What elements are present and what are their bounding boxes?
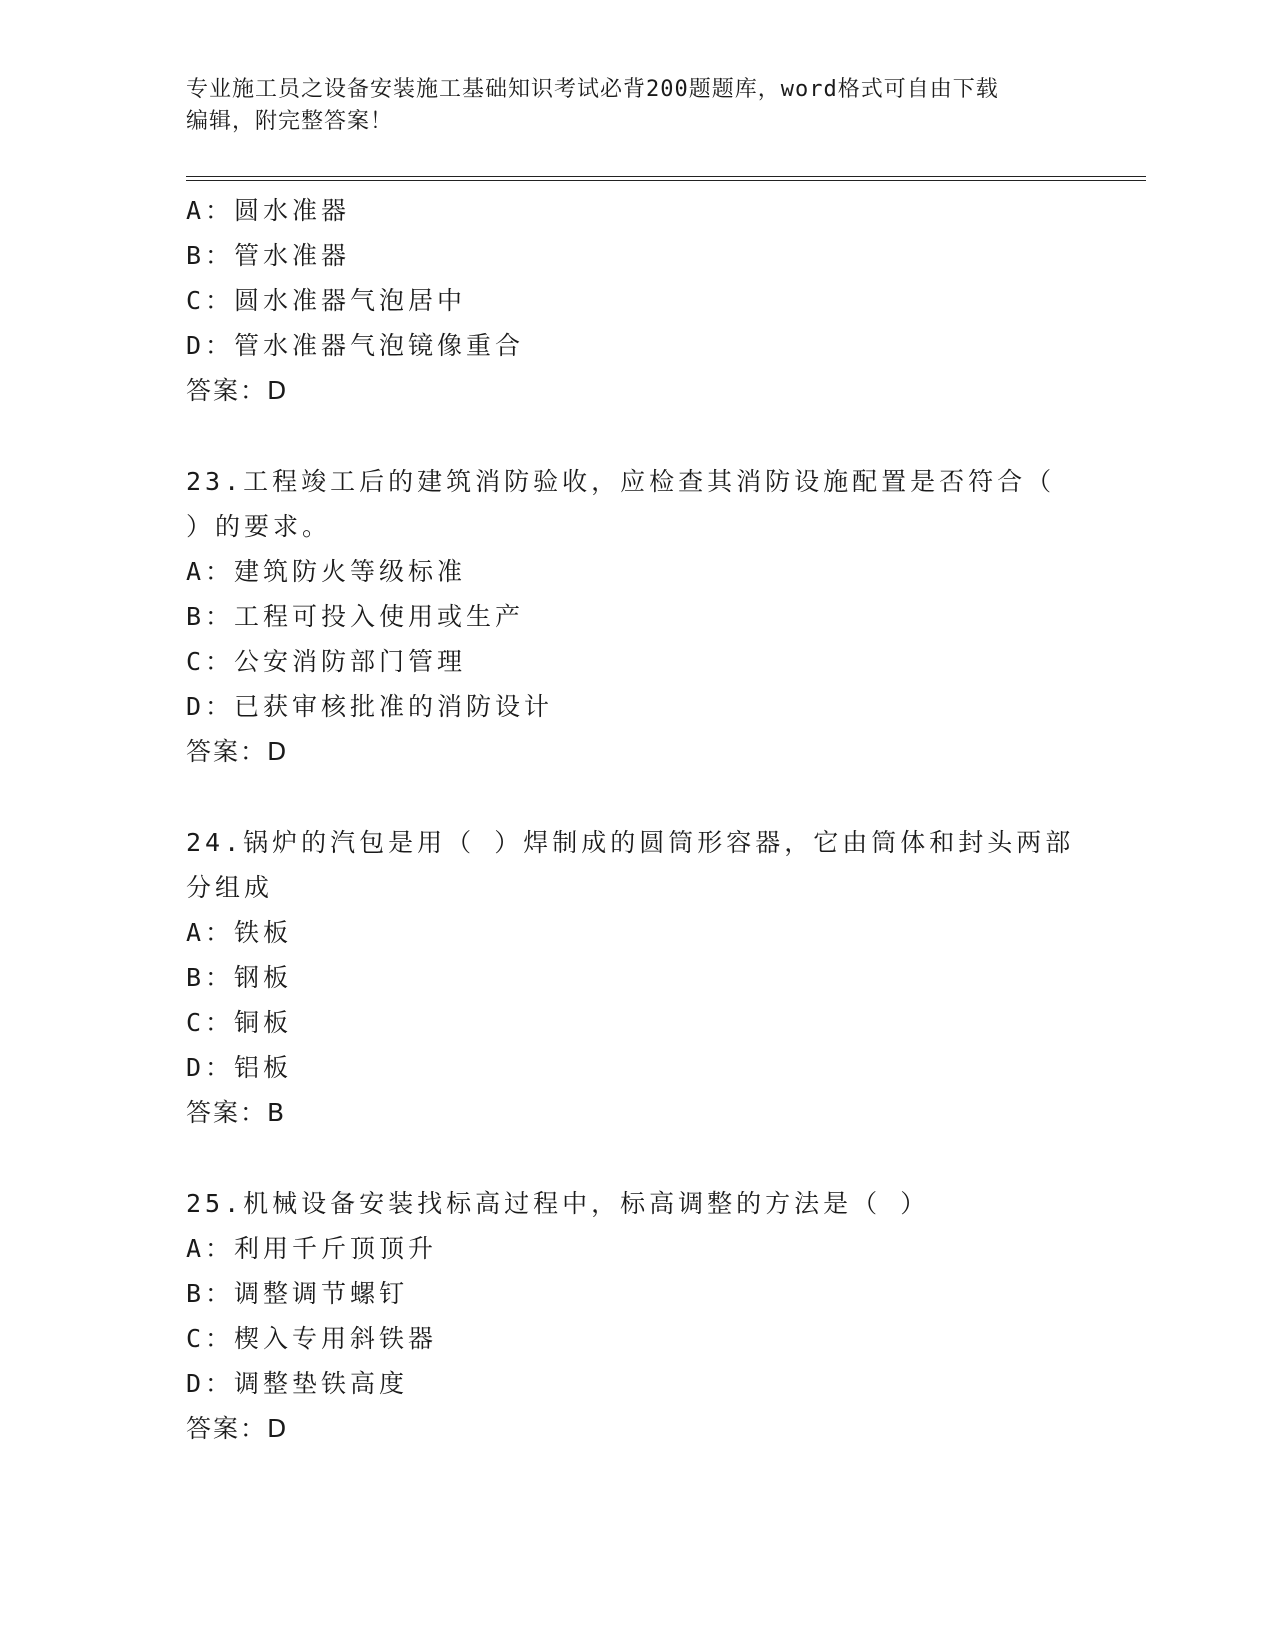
question-spacer xyxy=(186,1135,1086,1181)
option-b: B：钢板 xyxy=(186,963,293,992)
option-d: D：调整垫铁高度 xyxy=(186,1369,409,1398)
answer-label: 答案：D xyxy=(186,1414,289,1443)
option-c: C：楔入专用斜铁器 xyxy=(186,1324,438,1353)
question-23 xyxy=(186,459,1086,774)
question-stem-continued: ）的要求。 xyxy=(186,512,332,541)
option-d: D：铝板 xyxy=(186,1053,293,1082)
document-header xyxy=(186,74,1086,138)
option-d: D：管水准器气泡镜像重合 xyxy=(186,331,525,360)
question-spacer xyxy=(186,413,1086,459)
header-divider xyxy=(186,176,1146,181)
option-d: D：已获审核批准的消防设计 xyxy=(186,692,554,721)
option-b: B：调整调节螺钉 xyxy=(186,1279,409,1308)
answer-label: 答案：B xyxy=(186,1098,287,1127)
question-stem: 25.机械设备安装找标高过程中，标高调整的方法是（ ） xyxy=(186,1189,930,1218)
question-stem: 23.工程竣工后的建筑消防验收，应检查其消防设施配置是否符合（ xyxy=(186,467,1056,496)
question-list xyxy=(186,188,1086,1451)
option-a: A：建筑防火等级标准 xyxy=(186,557,467,586)
option-a: A：铁板 xyxy=(186,918,293,947)
question-24 xyxy=(186,820,1086,1135)
question-stem: 24.锅炉的汽包是用（ ）焊制成的圆筒形容器，它由筒体和封头两部 xyxy=(186,828,1075,857)
header-title-line-2: 编辑，附完整答案！ xyxy=(186,109,394,134)
option-c: C：铜板 xyxy=(186,1008,293,1037)
question-25 xyxy=(186,1181,1086,1451)
option-c: C：公安消防部门管理 xyxy=(186,647,467,676)
option-a: A：圆水准器 xyxy=(186,196,351,225)
answer-label: 答案：D xyxy=(186,737,289,766)
option-b: B：管水准器 xyxy=(186,241,351,270)
question-stem-continued: 分组成 xyxy=(186,873,274,902)
option-c: C：圆水准器气泡居中 xyxy=(186,286,467,315)
option-a: A：利用千斤顶顶升 xyxy=(186,1234,438,1263)
option-b: B：工程可投入使用或生产 xyxy=(186,602,525,631)
answer-label: 答案：D xyxy=(186,376,289,405)
question-spacer xyxy=(186,774,1086,820)
question-22 xyxy=(186,188,1086,413)
header-title-line-1: 专业施工员之设备安装施工基础知识考试必背200题题库，word格式可自由下载 xyxy=(186,77,999,102)
